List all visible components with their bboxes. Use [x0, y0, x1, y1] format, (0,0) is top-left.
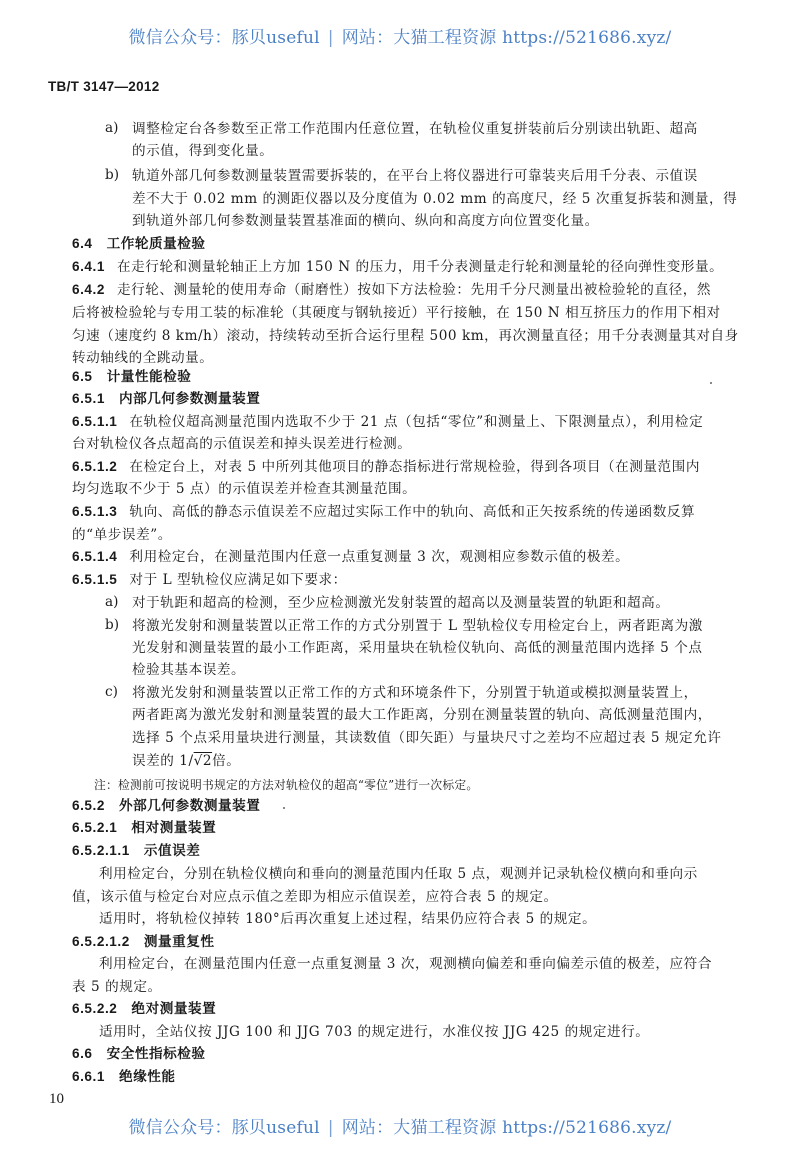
watermark-website: 网站：大猫工程资源 https://521686.xyz/ [341, 1118, 672, 1138]
list-item-l-b-line2: 光发射和测量装置的最小工作距离，采用量块在轨检仪轨向、高低的测量范围内选择 5 个点 [132, 640, 703, 656]
list-item-l-b-line3: 检验其基本误差。 [132, 662, 246, 678]
section-heading-6-5-2: 6.5.2 外部几何参数测量装置 [72, 798, 261, 814]
section-heading-6-5-2-1-1: 6.5.2.1.1 示值误差 [72, 843, 201, 859]
note: 注：检测前可按说明书规定的方法对轨检仪的超高“零位”进行一次标定。 [94, 778, 479, 792]
clause-6-5-1-1-line2: 台对轨检仪各点超高的示值误差和掉头误差进行检测。 [72, 436, 412, 452]
section-heading-6-5-1: 6.5.1 内部几何参数测量装置 [72, 391, 261, 407]
watermark-wechat: 微信公众号：豚贝useful [128, 1118, 320, 1138]
list-label-a: a) [105, 120, 119, 136]
paragraph-6-5-2-1-2-line1: 利用检定台，在测量范围内任意一点重复测量 3 次，观测横向偏差和垂向偏差示值的极差，应符合 [99, 956, 712, 972]
page-number: 10 [49, 1091, 64, 1107]
list-item-a-line1: 调整检定台各参数至正常工作范围内任意位置，在轨检仪重复拼装前后分别读出轨距、超高 [132, 121, 698, 137]
clause-6-5-1-4: 6.5.1.4 利用检定台，在测量范围内任意一点重复测量 3 次，观测相应参数示值的极差。 [72, 549, 630, 565]
scan-speck [283, 807, 285, 809]
section-heading-6-6: 6.6 安全性指标检验 [72, 1046, 206, 1062]
clause-6-5-1-2-line2: 均匀选取不少于 5 点）的示值误差并检查其测量范围。 [72, 481, 417, 497]
list-item-l-c-line4: 误差的 1/√2倍。 [132, 753, 241, 769]
sqrt-expression: √2 [193, 753, 213, 769]
watermark-separator: | [327, 1118, 334, 1138]
list-item-l-b-line1: 将激光发射和测量装置以正常工作的方式分别置于 L 型轨检仪专用检定台上，两者距离为激 [132, 618, 703, 634]
scan-speck [710, 382, 712, 384]
section-heading-6-5-2-2: 6.5.2.2 绝对测量装置 [72, 1001, 217, 1017]
clause-6-4-2-line2: 后将被检验轮与专用工装的标准轮（其硬度与钢轨接近）平行接触，在 150 N 相互挤压力的作用下相对 [72, 305, 721, 321]
paragraph-6-5-2-1-1-line2: 值，该示值与检定台对应点示值之差即为相应示值误差，应符合表 5 的规定。 [72, 889, 558, 905]
list-item-l-c-line2: 两者距离为激光发射和测量装置的最大工作距离，分别在测量装置的轨向、高低测量范围内， [132, 707, 712, 723]
paragraph-6-5-2-1-1-p2: 适用时，将轨检仪掉转 180°后再次重复上述过程，结果仍应符合表 5 的规定。 [99, 911, 597, 927]
clause-6-4-1: 6.4.1 在走行轮和测量轮轴正上方加 150 N 的压力，用千分表测量走行轮和测量轮的径向弹性变形量。 [72, 259, 724, 275]
watermark-wechat: 微信公众号：豚贝useful [128, 28, 320, 48]
clause-6-4-2-line4: 转动轴线的全跳动量。 [72, 350, 214, 366]
list-label-l-c: c) [105, 684, 118, 700]
clause-6-5-1-2: 6.5.1.2 在检定台上，对表 5 中所列其他项目的静态指标进行常规检验，得到各项目（在测量范围内 [72, 459, 700, 475]
paragraph-6-5-2-1-2-line2: 表 5 的规定。 [72, 979, 162, 995]
section-heading-6-5-2-1: 6.5.2.1 相对测量装置 [72, 820, 217, 836]
list-item-l-a-line1: 对于轨距和超高的检测，至少应检测激光发射装置的超高以及测量装置的轨距和超高。 [132, 595, 670, 611]
list-label-b: b) [105, 167, 120, 183]
paragraph-6-5-2-2: 适用时，全站仪按 JJG 100 和 JJG 703 的规定进行，水准仪按 JJG 425 的规定进行。 [99, 1024, 650, 1040]
list-item-b-line2: 差不大于 0.02 mm 的测距仪器以及分度值为 0.02 mm 的高度尺，经 5 次重复拆装和测量，得 [132, 191, 738, 207]
watermark-website: 网站：大猫工程资源 https://521686.xyz/ [341, 28, 672, 48]
list-item-l-c-line1: 将激光发射和测量装置以正常工作的方式和环境条件下，分别置于轨道或模拟测量装置上， [132, 685, 698, 701]
list-item-b-line3: 到轨道外部几何参数测量装置基准面的横向、纵向和高度方向位置变化量。 [132, 213, 599, 229]
watermark-separator: | [327, 28, 334, 48]
clause-6-5-1-5: 6.5.1.5 对于 L 型轨检仪应满足如下要求： [72, 572, 347, 588]
section-heading-6-5-2-1-2: 6.5.2.1.2 测量重复性 [72, 934, 215, 950]
section-heading-6-5: 6.5 计量性能检验 [72, 369, 192, 385]
clause-6-5-1-3: 6.5.1.3 轨向、高低的静态示值误差不应超过实际工作中的轨向、高低和正矢按系统的传递函数反算 [72, 504, 696, 520]
watermark-top [0, 23, 800, 48]
list-item-b-line1: 轨道外部几何参数测量装置需要拆装的，在平台上将仪器进行可靠装夹后用千分表、示值误 [132, 168, 698, 184]
list-item-l-c-line3: 选择 5 个点采用量块进行测量，其读数值（即矢距）与量块尺寸之差均不应超过表 5 规定允许 [132, 730, 722, 746]
clause-6-5-1-1: 6.5.1.1 在轨检仪超高测量范围内选取不少于 21 点（包括“零位”和测量上、下限测量点），利用检定 [72, 414, 704, 430]
clause-6-4-2-line3: 匀速（速度约 8 km/h）滚动，持续转动至折合运行里程 500 km，再次测量直径；用千分表测量其对自身 [72, 328, 739, 344]
section-heading-6-6-1: 6.6.1 绝缘性能 [72, 1069, 176, 1085]
section-heading-6-4: 6.4 工作轮质量检验 [72, 236, 206, 252]
paragraph-6-5-2-1-1-line1: 利用检定台，分别在轨检仪横向和垂向的测量范围内任取 5 点，观测并记录轨检仪横向和垂向示 [99, 866, 698, 882]
list-label-l-b: b) [105, 617, 120, 633]
list-label-l-a: a) [105, 594, 119, 610]
list-item-a-line2: 的示值，得到变化量。 [132, 143, 274, 159]
clause-6-5-1-3-line2: 的“单步误差”。 [72, 527, 172, 543]
watermark-bottom [0, 1113, 800, 1138]
clause-6-4-2: 6.4.2 走行轮、测量轮的使用寿命（耐磨性）按如下方法检验：先用千分尺测量出被检验轮的直径，然 [72, 282, 712, 298]
standard-id-header: TB/T 3147—2012 [48, 79, 160, 94]
